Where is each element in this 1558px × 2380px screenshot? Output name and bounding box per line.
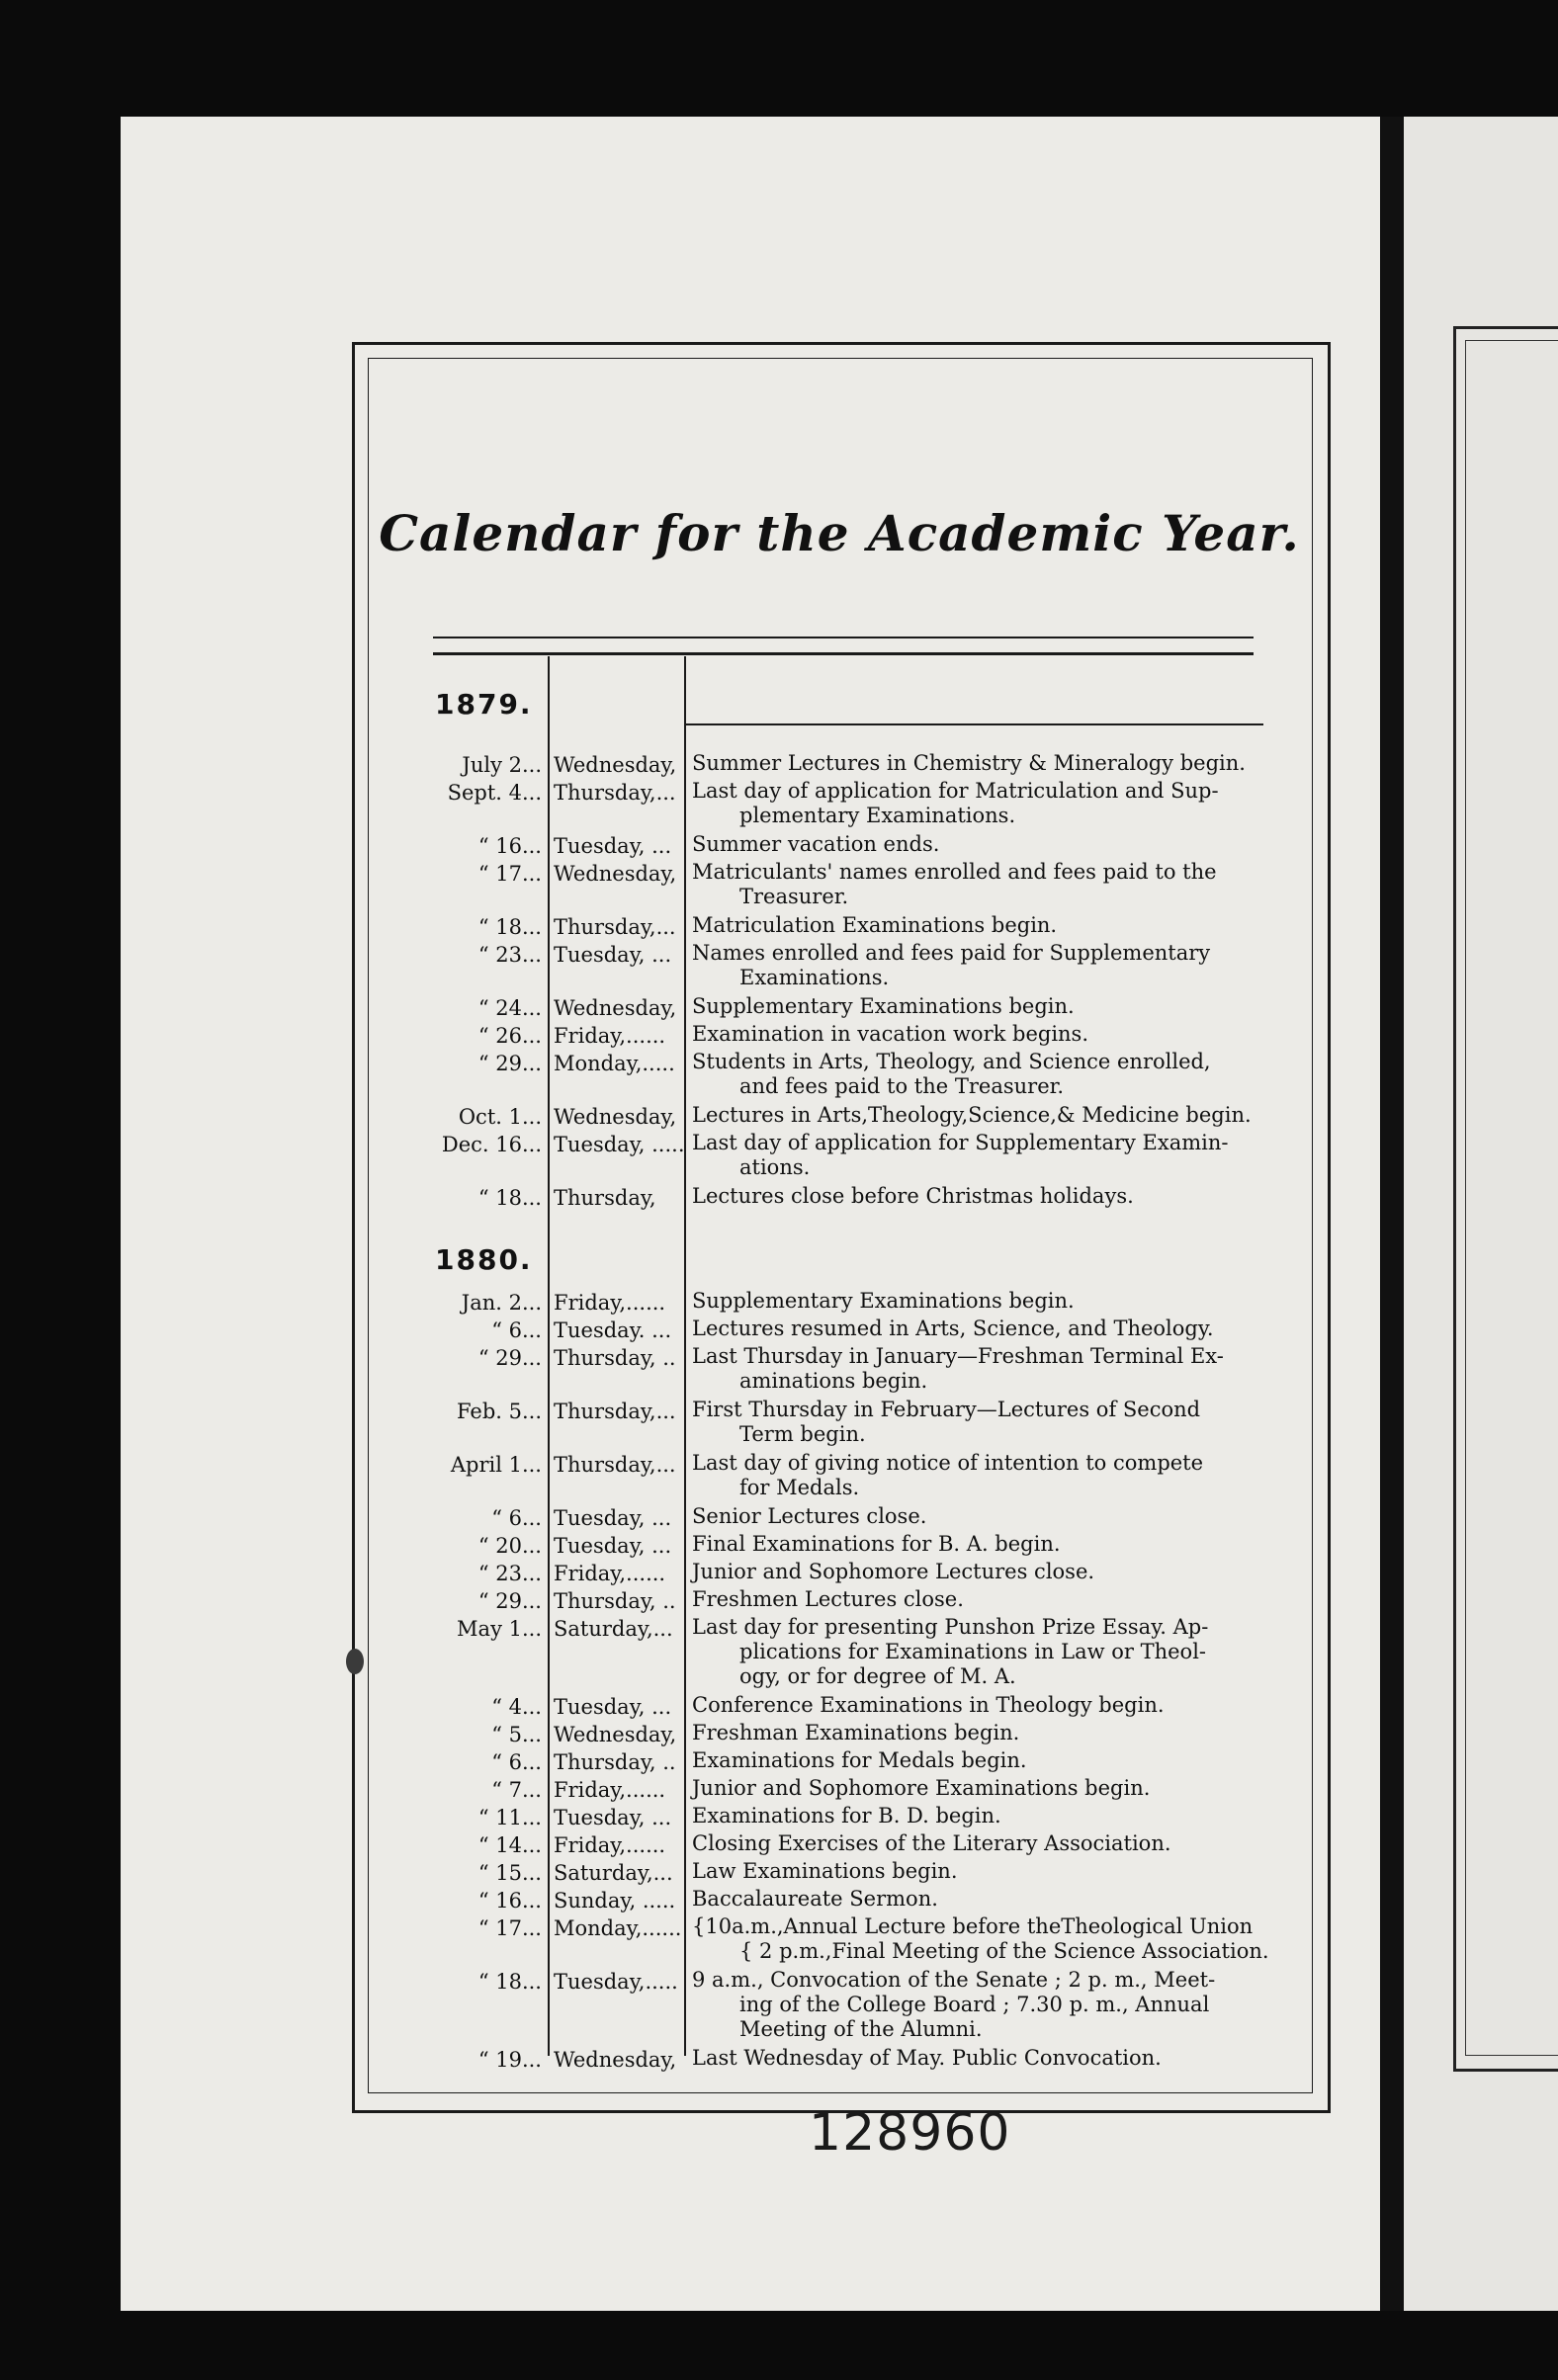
calendar-event xyxy=(692,1398,1285,1447)
event-line: plementary Examinations. xyxy=(739,804,1016,827)
event-line: Matriculation Examinations begin. xyxy=(692,913,1058,937)
column-divider-date xyxy=(548,656,550,2056)
event-line: Conference Examinations in Theology begin. xyxy=(692,1693,1165,1717)
calendar-weekday: Thursday,... xyxy=(554,915,676,939)
calendar-weekday: Wednesday, xyxy=(554,1105,677,1129)
event-line: Names enrolled and fees paid for Supplementary xyxy=(692,941,1211,965)
calendar-event xyxy=(692,1022,1285,1047)
calendar-weekday: Thursday, .. xyxy=(554,1589,676,1613)
event-line: Final Examinations for B. A. begin. xyxy=(692,1532,1061,1556)
event-line: Term begin. xyxy=(739,1422,866,1446)
calendar-event xyxy=(692,1587,1285,1612)
calendar-date: “ 20... xyxy=(477,1534,542,1558)
calendar-weekday: Thursday, .. xyxy=(554,1346,676,1370)
calendar-weekday: Tuesday, ... xyxy=(554,834,672,858)
event-line: First Thursday in February—Lectures of Second xyxy=(692,1398,1201,1421)
event-line: Matriculants' names enrolled and fees paid to the xyxy=(692,860,1217,884)
calendar-date: July 2... xyxy=(462,753,542,777)
calendar-weekday: Wednesday, xyxy=(554,1723,677,1746)
event-line: Junior and Sophomore Lectures close. xyxy=(692,1560,1095,1583)
calendar-date: “ 11... xyxy=(477,1806,542,1829)
calendar-date: “ 29... xyxy=(477,1589,542,1613)
page-gutter-shadow xyxy=(1380,117,1404,2311)
calendar-date: “ 14... xyxy=(477,1833,542,1857)
calendar-event xyxy=(692,1560,1285,1584)
calendar-weekday: Monday,..... xyxy=(554,1052,675,1075)
calendar-weekday: Tuesday, ... xyxy=(554,1534,672,1558)
title-rule-top xyxy=(433,637,1254,638)
calendar-event xyxy=(692,941,1285,990)
calendar-event xyxy=(692,1050,1285,1099)
column-divider-day xyxy=(684,656,686,2056)
event-line: Supplementary Examinations begin. xyxy=(692,1289,1075,1313)
calendar-weekday: Sunday, ..... xyxy=(554,1889,676,1912)
calendar-date: “ 26... xyxy=(477,1024,542,1048)
calendar-date: April 1... xyxy=(450,1453,542,1477)
calendar-event xyxy=(692,1504,1285,1529)
calendar-event xyxy=(692,1968,1285,2042)
event-line: Summer Lectures in Chemistry & Mineralogy begin. xyxy=(692,751,1246,775)
calendar-event xyxy=(692,1317,1285,1341)
event-line: Lectures resumed in Arts, Science, and Theology. xyxy=(692,1317,1214,1340)
calendar-event xyxy=(692,2046,1285,2071)
calendar-date: “ 17... xyxy=(477,1916,542,1940)
calendar-event xyxy=(692,1721,1285,1745)
calendar-date: Feb. 5... xyxy=(456,1400,542,1423)
calendar-date: “ 5... xyxy=(491,1723,542,1746)
calendar-date: “ 29... xyxy=(477,1052,542,1075)
calendar-date: “ 29... xyxy=(477,1346,542,1370)
calendar-event xyxy=(692,1131,1285,1180)
year-heading: 1880. xyxy=(435,1243,533,1276)
calendar-weekday: Friday,...... xyxy=(554,1291,666,1315)
event-line: Supplementary Examinations begin. xyxy=(692,994,1075,1018)
calendar-weekday: Friday,...... xyxy=(554,1562,666,1585)
page-title: Calendar for the Academic Year. xyxy=(379,504,1300,562)
calendar-date: “ 18... xyxy=(477,1970,542,1994)
title-rule-bottom xyxy=(433,652,1254,655)
calendar-weekday: Tuesday,..... xyxy=(554,1970,678,1994)
calendar-weekday: Wednesday, xyxy=(554,862,677,886)
calendar-event xyxy=(692,1103,1285,1128)
calendar-event xyxy=(692,1693,1285,1718)
event-line: Last day for presenting Punshon Prize Essay. Ap- xyxy=(692,1615,1209,1639)
event-line: for Medals. xyxy=(739,1476,860,1499)
calendar-event xyxy=(692,1831,1285,1856)
event-line: Students in Arts, Theology, and Science enrolled, xyxy=(692,1050,1211,1073)
year-heading: 1879. xyxy=(435,688,533,721)
calendar-event xyxy=(692,1776,1285,1801)
calendar-event xyxy=(692,860,1285,909)
event-line: plications for Examinations in Law or Theol- xyxy=(739,1640,1207,1663)
calendar-weekday: Thursday, xyxy=(554,1186,656,1210)
event-line: Lectures close before Christmas holidays. xyxy=(692,1184,1134,1208)
event-line: ogy, or for degree of M. A. xyxy=(739,1664,1016,1688)
calendar-event xyxy=(692,1748,1285,1773)
event-line: Lectures in Arts,Theology,Science,& Medicine begin. xyxy=(692,1103,1252,1127)
calendar-event xyxy=(692,832,1285,857)
event-line: Meeting of the Alumni. xyxy=(739,2017,983,2041)
calendar-weekday: Friday,...... xyxy=(554,1833,666,1857)
calendar-weekday: Thursday,... xyxy=(554,1453,676,1477)
calendar-date: Oct. 1... xyxy=(458,1105,542,1129)
calendar-date: Jan. 2... xyxy=(461,1291,542,1315)
event-line: 9 a.m., Convocation of the Senate ; 2 p. m., Meet- xyxy=(692,1968,1216,1992)
event-line: and fees paid to the Treasurer. xyxy=(739,1074,1065,1098)
event-line: Last day of application for Matriculation and Sup- xyxy=(692,779,1219,803)
calendar-event xyxy=(692,1859,1285,1884)
event-line: Treasurer. xyxy=(739,885,849,908)
calendar-weekday: Thursday,... xyxy=(554,781,676,805)
event-line: Last day of giving notice of intention to compete xyxy=(692,1451,1204,1475)
event-line: Examinations for Medals begin. xyxy=(692,1748,1027,1772)
calendar-date: “ 23... xyxy=(477,943,542,967)
calendar-event xyxy=(692,1344,1285,1394)
calendar-weekday: Thursday, .. xyxy=(554,1750,676,1774)
event-line: { 2 p.m.,Final Meeting of the Science Association. xyxy=(739,1939,1269,1963)
calendar-event xyxy=(692,1615,1285,1689)
calendar-weekday: Wednesday, xyxy=(554,2048,677,2072)
calendar-event xyxy=(692,1184,1285,1209)
event-line: Freshmen Lectures close. xyxy=(692,1587,964,1611)
calendar-event xyxy=(692,1887,1285,1912)
calendar-date: “ 19... xyxy=(477,2048,542,2072)
event-line: Summer vacation ends. xyxy=(692,832,940,856)
calendar-date: “ 23... xyxy=(477,1562,542,1585)
ink-blot xyxy=(346,1649,364,1674)
calendar-weekday: Wednesday, xyxy=(554,996,677,1020)
event-line: ations. xyxy=(739,1155,811,1179)
calendar-event xyxy=(692,1532,1285,1557)
calendar-event xyxy=(692,1451,1285,1500)
event-line: {10a.m.,Annual Lecture before theTheological Union xyxy=(692,1914,1254,1938)
calendar-weekday: Friday,...... xyxy=(554,1778,666,1802)
event-line: Baccalaureate Sermon. xyxy=(692,1887,938,1911)
calendar-weekday: Thursday,... xyxy=(554,1400,676,1423)
calendar-date: “ 24... xyxy=(477,996,542,1020)
calendar-date: “ 18... xyxy=(477,915,542,939)
calendar-weekday: Tuesday, ... xyxy=(554,943,672,967)
calendar-date: “ 15... xyxy=(477,1861,542,1885)
header-rule xyxy=(686,723,1263,725)
calendar-date: “ 4... xyxy=(491,1695,542,1719)
calendar-weekday: Tuesday, ... xyxy=(554,1806,672,1829)
calendar-weekday: Saturday,... xyxy=(554,1861,673,1885)
accession-number: 128960 xyxy=(809,2103,1011,2163)
event-line: ing of the College Board ; 7.30 p. m., Annual xyxy=(739,1993,1210,2016)
calendar-date: “ 18... xyxy=(477,1186,542,1210)
calendar-date: “ 17... xyxy=(477,862,542,886)
event-line: Senior Lectures close. xyxy=(692,1504,927,1528)
calendar-weekday: Wednesday, xyxy=(554,753,677,777)
event-line: Law Examinations begin. xyxy=(692,1859,958,1883)
calendar-event xyxy=(692,1914,1285,1964)
calendar-date: “ 6... xyxy=(491,1506,542,1530)
calendar-weekday: Tuesday, ..... xyxy=(554,1133,685,1156)
calendar-date: “ 6... xyxy=(491,1750,542,1774)
calendar-date: “ 16... xyxy=(477,1889,542,1912)
calendar-date: “ 7... xyxy=(491,1778,542,1802)
calendar-weekday: Tuesday. ... xyxy=(554,1318,672,1342)
calendar-weekday: Tuesday, ... xyxy=(554,1695,672,1719)
calendar-weekday: Tuesday, ... xyxy=(554,1506,672,1530)
calendar-date: Dec. 16... xyxy=(441,1133,542,1156)
calendar-weekday: Saturday,... xyxy=(554,1617,673,1641)
calendar-event xyxy=(692,1804,1285,1828)
event-line: Examinations. xyxy=(739,966,890,989)
calendar-weekday: Friday,...... xyxy=(554,1024,666,1048)
calendar-event xyxy=(692,913,1285,938)
event-line: Last day of application for Supplementary Examin- xyxy=(692,1131,1229,1154)
calendar-event xyxy=(692,779,1285,828)
event-line: Examination in vacation work begins. xyxy=(692,1022,1089,1046)
event-line: Freshman Examinations begin. xyxy=(692,1721,1020,1744)
event-line: aminations begin. xyxy=(739,1369,928,1393)
facing-page-frame-inner xyxy=(1465,340,1558,2056)
calendar-date: “ 16... xyxy=(477,834,542,858)
event-line: Examinations for B. D. begin. xyxy=(692,1804,1001,1828)
calendar-date: Sept. 4... xyxy=(447,781,542,805)
calendar-event xyxy=(692,751,1285,776)
calendar-event xyxy=(692,1289,1285,1314)
event-line: Last Thursday in January—Freshman Terminal Ex- xyxy=(692,1344,1224,1368)
calendar-date: May 1... xyxy=(457,1617,542,1641)
event-line: Last Wednesday of May. Public Convocation. xyxy=(692,2046,1162,2070)
calendar-date: “ 6... xyxy=(491,1318,542,1342)
calendar-event xyxy=(692,994,1285,1019)
calendar-weekday: Monday,...... xyxy=(554,1916,682,1940)
event-line: Junior and Sophomore Examinations begin. xyxy=(692,1776,1151,1800)
event-line: Closing Exercises of the Literary Association. xyxy=(692,1831,1171,1855)
